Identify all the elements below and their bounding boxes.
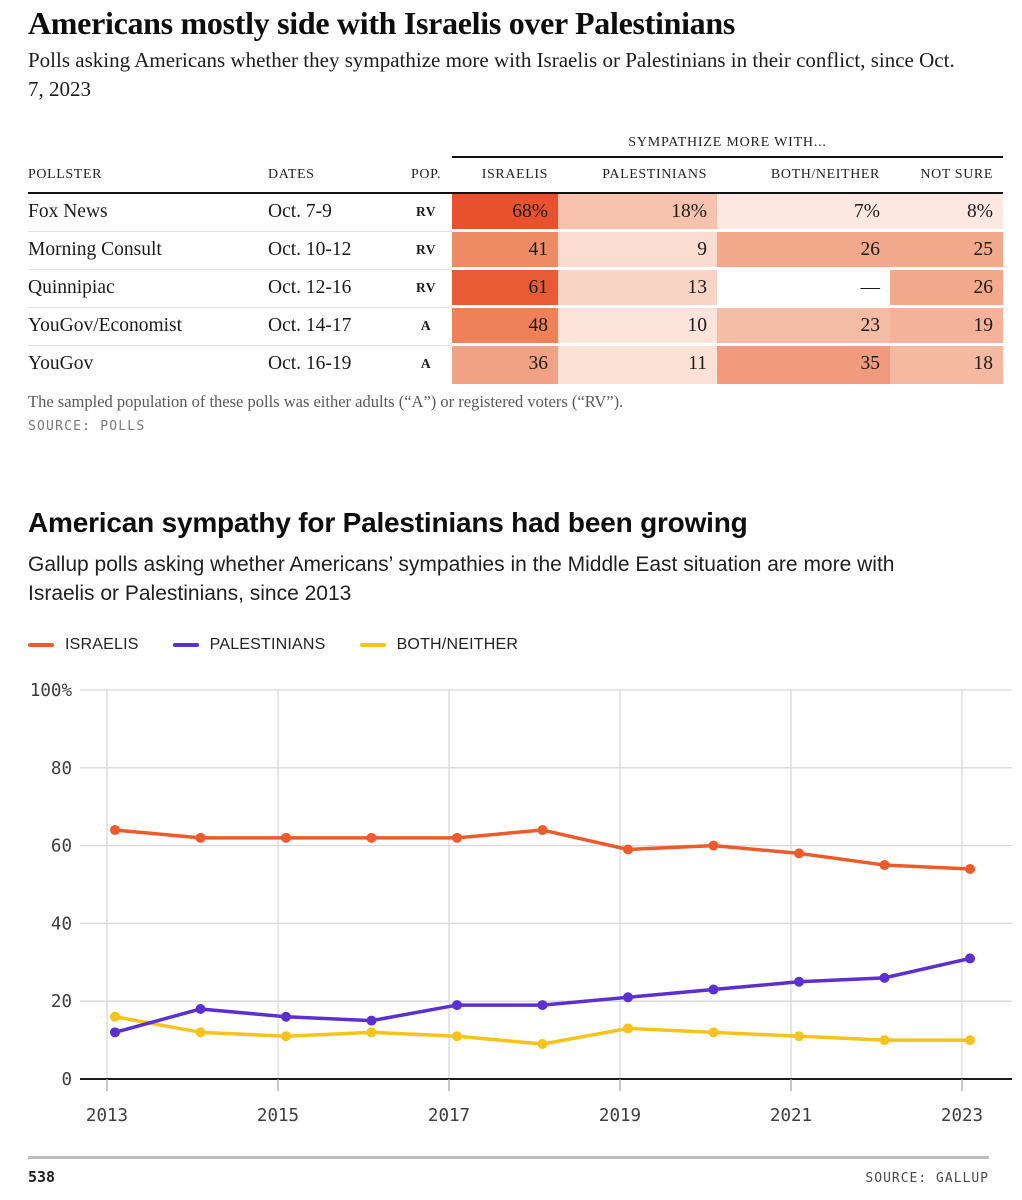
value-cell: 41 (452, 232, 558, 270)
chart-title: American sympathy for Palestinians had been growing (28, 507, 748, 538)
y-tick-label: 40 (50, 914, 72, 935)
data-point-both-neither (281, 1031, 291, 1041)
group-header: SYMPATHIZE MORE WITH... (452, 135, 1003, 158)
data-point-both-neither (452, 1031, 462, 1041)
data-point-palestinians (794, 977, 804, 987)
value-cell: 11 (558, 346, 717, 384)
y-tick-label: 60 (50, 836, 72, 857)
legend-item (360, 636, 519, 654)
chart-legend (28, 636, 518, 654)
data-point-both-neither (367, 1027, 377, 1037)
dates-cell: Oct. 16-19 (268, 346, 400, 384)
table-row (28, 194, 1003, 232)
data-point-palestinians (110, 1027, 120, 1037)
value-cell: 48 (452, 308, 558, 346)
data-point-both-neither (709, 1027, 719, 1037)
value-cell: 9 (558, 232, 717, 270)
data-point-palestinians (709, 985, 719, 995)
value-cell: 35 (717, 346, 890, 384)
pollster-cell: YouGov (28, 346, 268, 384)
data-point-israelis (452, 833, 462, 843)
data-point-both-neither (623, 1023, 633, 1033)
value-cell: 13 (558, 270, 717, 308)
footer-source: SOURCE: GALLUP (865, 1171, 989, 1186)
value-cell: 36 (452, 346, 558, 384)
x-tick-label: 2015 (256, 1106, 300, 1126)
gallup-line-chart (0, 664, 1022, 1144)
chart-subtitle: Gallup polls asking whether Americans’ sympathies in the Middle East situation are more with Israelis or Palestinians, since 2013 (28, 553, 895, 605)
poll-table-header (28, 158, 1003, 194)
dates-cell: Oct. 7-9 (268, 194, 400, 232)
x-tick-label: 2017 (427, 1106, 471, 1126)
value-cell: 18 (890, 346, 1003, 384)
data-point-both-neither (880, 1035, 890, 1045)
value-cell: 25 (890, 232, 1003, 270)
data-point-palestinians (538, 1000, 548, 1010)
series-line-israelis (115, 830, 970, 869)
legend-label: BOTH/NEITHER (396, 636, 519, 653)
data-point-palestinians (452, 1000, 462, 1010)
legend-label: PALESTINIANS (209, 636, 326, 653)
x-tick-label: 2013 (85, 1106, 129, 1126)
page-footer (28, 1156, 989, 1186)
data-point-palestinians (880, 973, 890, 983)
value-cell: 68% (452, 194, 558, 232)
x-tick-label: 2023 (940, 1106, 984, 1126)
data-point-both-neither (965, 1035, 975, 1045)
data-point-palestinians (196, 1004, 206, 1014)
data-point-palestinians (281, 1012, 291, 1022)
value-cell: 61 (452, 270, 558, 308)
y-tick-label: 100% (29, 681, 72, 701)
legend-swatch-icon (360, 643, 386, 648)
data-point-israelis (623, 844, 633, 854)
table-subtitle: Polls asking Americans whether they sympathize more with Israelis or Palestinians in their conflict, since Oct. 7, 2023 (28, 48, 955, 101)
value-cell: 26 (717, 232, 890, 270)
pollster-cell: YouGov/Economist (28, 308, 268, 346)
data-point-palestinians (623, 992, 633, 1002)
data-point-palestinians (367, 1016, 377, 1026)
column-header-pollster: POLLSTER (28, 167, 103, 182)
data-point-both-neither (538, 1039, 548, 1049)
data-point-israelis (880, 860, 890, 870)
legend-swatch-icon (173, 643, 199, 648)
table-footnote: The sampled population of these polls was either adults (“A”) or registered voters (“RV”). (28, 392, 624, 411)
series-line-palestinians (115, 958, 970, 1032)
data-point-both-neither (110, 1012, 120, 1022)
legend-item (173, 636, 326, 654)
pollster-cell: Morning Consult (28, 232, 268, 270)
y-tick-label: 20 (50, 992, 72, 1013)
value-cell: — (717, 270, 890, 308)
data-point-israelis (110, 825, 120, 835)
population-cell: RV (400, 270, 452, 308)
pollster-cell: Fox News (28, 194, 268, 232)
data-point-israelis (794, 848, 804, 858)
value-cell: 8% (890, 194, 1003, 232)
data-point-israelis (281, 833, 291, 843)
population-cell: RV (400, 232, 452, 270)
population-cell: A (400, 346, 452, 384)
dates-cell: Oct. 14-17 (268, 308, 400, 346)
column-header-israelis: ISRAELIS (481, 167, 548, 182)
data-point-both-neither (196, 1027, 206, 1037)
dates-cell: Oct. 12-16 (268, 270, 400, 308)
y-tick-label: 80 (50, 758, 72, 779)
data-point-israelis (538, 825, 548, 835)
poll-table (28, 126, 1003, 384)
dates-cell: Oct. 10-12 (268, 232, 400, 270)
column-header-both-neither: BOTH/NEITHER (770, 167, 880, 182)
column-header-pop: POP. (410, 167, 442, 182)
value-cell: 26 (890, 270, 1003, 308)
population-cell: RV (400, 194, 452, 232)
column-header-not-sure: NOT SURE (920, 167, 993, 182)
table-row (28, 270, 1003, 308)
legend-swatch-icon (28, 643, 54, 648)
value-cell: 7% (717, 194, 890, 232)
data-point-israelis (196, 833, 206, 843)
table-title: Americans mostly side with Israelis over Palestinians (28, 5, 736, 41)
data-point-palestinians (965, 953, 975, 963)
value-cell: 23 (717, 308, 890, 346)
value-cell: 19 (890, 308, 1003, 346)
table-row (28, 308, 1003, 346)
data-point-both-neither (794, 1031, 804, 1041)
data-point-israelis (367, 833, 377, 843)
column-header-dates: DATES (268, 167, 315, 182)
x-tick-label: 2021 (769, 1106, 813, 1126)
value-cell: 18% (558, 194, 717, 232)
data-point-israelis (709, 841, 719, 851)
table-source: SOURCE: POLLS (28, 419, 146, 434)
population-cell: A (400, 308, 452, 346)
y-tick-label: 0 (61, 1070, 72, 1090)
x-tick-label: 2019 (598, 1106, 642, 1126)
table-row (28, 232, 1003, 270)
table-row (28, 346, 1003, 384)
column-header-palestinians: PALESTINIANS (602, 167, 707, 182)
pollster-cell: Quinnipiac (28, 270, 268, 308)
footer-brand: 538 (28, 1168, 56, 1186)
legend-item (28, 636, 139, 654)
value-cell: 10 (558, 308, 717, 346)
legend-label: ISRAELIS (65, 636, 139, 653)
poll-table-body (28, 194, 1003, 384)
data-point-israelis (965, 864, 975, 874)
group-header-row (28, 126, 1003, 158)
